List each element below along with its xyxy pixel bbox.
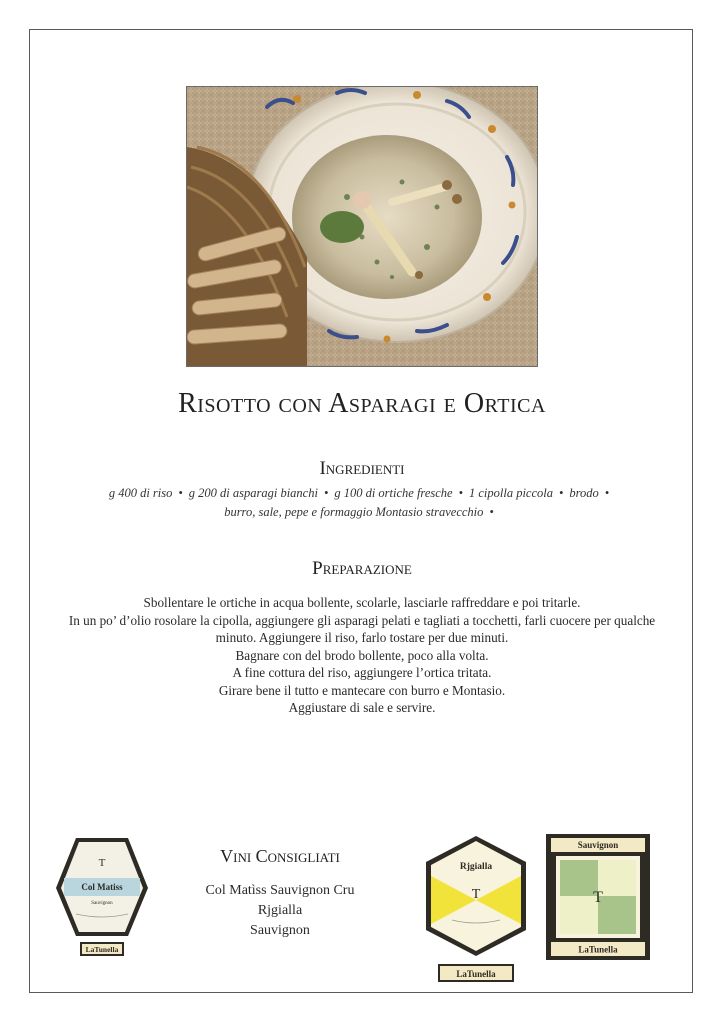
separator-dot: •: [458, 486, 463, 500]
preparation-text: [40, 594, 684, 717]
preparation-line: A fine cottura del riso, aggiungere l’ortica tritata.: [232, 665, 492, 680]
wine-item: Col Matìss Sauvignon Cru: [205, 883, 355, 898]
col-matiss-variety: Sauvignon: [91, 901, 113, 906]
ingredient-item: g 100 di ortiche fresche: [334, 486, 453, 500]
separator-dot: •: [559, 486, 564, 500]
sauvignon-label: [546, 834, 650, 960]
wine-item: Sauvignon: [250, 923, 310, 938]
rjgialla-name: Rjgialla: [459, 862, 493, 872]
ingredient-item: g 200 di asparagi bianchi: [188, 486, 318, 500]
ingredients-list: [60, 484, 664, 522]
col-matiss-label: [54, 836, 150, 962]
svg-text:T: T: [98, 857, 106, 869]
ingredients-line-1: [60, 484, 664, 503]
separator-dot: •: [604, 486, 610, 500]
ingredient-item: g 400 di riso: [108, 486, 173, 500]
col-matiss-brand: LaTunella: [85, 945, 119, 954]
separator-dot: •: [178, 486, 183, 500]
recipe-title: Risotto con Asparagi e Ortica: [178, 388, 546, 419]
preparation-heading: Preparazione: [312, 558, 412, 579]
preparation-line: Bagnare con del brodo bollente, poco alla volta.: [235, 647, 489, 663]
wines-heading: Vini Consigliati: [220, 846, 340, 866]
sauvignon-name: Sauvignon: [577, 840, 619, 850]
rjgialla-brand: LaTunella: [456, 969, 496, 979]
svg-text:T: T: [471, 887, 481, 902]
ingredients-line-2: [60, 503, 664, 522]
col-matiss-name: Col Matiss: [81, 882, 123, 892]
rjgialla-label: [424, 836, 528, 986]
separator-dot: •: [323, 486, 329, 500]
wines-list: [170, 881, 390, 941]
ingredient-item: 1 cipolla piccola: [468, 486, 553, 500]
ingredient-item: brodo: [569, 486, 599, 500]
wine-item: Rjgialla: [257, 903, 303, 918]
preparation-line: In un po’ d’olio rosolare la cipolla, aggiungere gli asparagi pelati e tagliati a tocchetti, farli cuocere per qualche: [68, 612, 656, 628]
sauvignon-brand: LaTunella: [578, 944, 618, 955]
dish-photo: [186, 86, 538, 367]
risotto-plate-illustration: [187, 87, 537, 366]
preparation-line: Sbollentare le ortiche in acqua bollente, scolarle, lasciarle raffreddare e poi tritarle.: [143, 595, 581, 610]
preparation-line: Aggiustare di sale e servire.: [288, 700, 436, 715]
ingredients-heading: Ingredienti: [319, 458, 405, 479]
svg-text:T: T: [593, 889, 603, 906]
separator-dot: •: [489, 505, 494, 519]
ingredient-item: burro, sale, pepe e formaggio Montasio stravecchio: [224, 505, 484, 519]
preparation-line: minuto. Aggiungere il riso, farlo tostare per due minuti.: [215, 630, 509, 645]
preparation-line: Girare bene il tutto e mantecare con burro e Montasio.: [218, 682, 506, 698]
